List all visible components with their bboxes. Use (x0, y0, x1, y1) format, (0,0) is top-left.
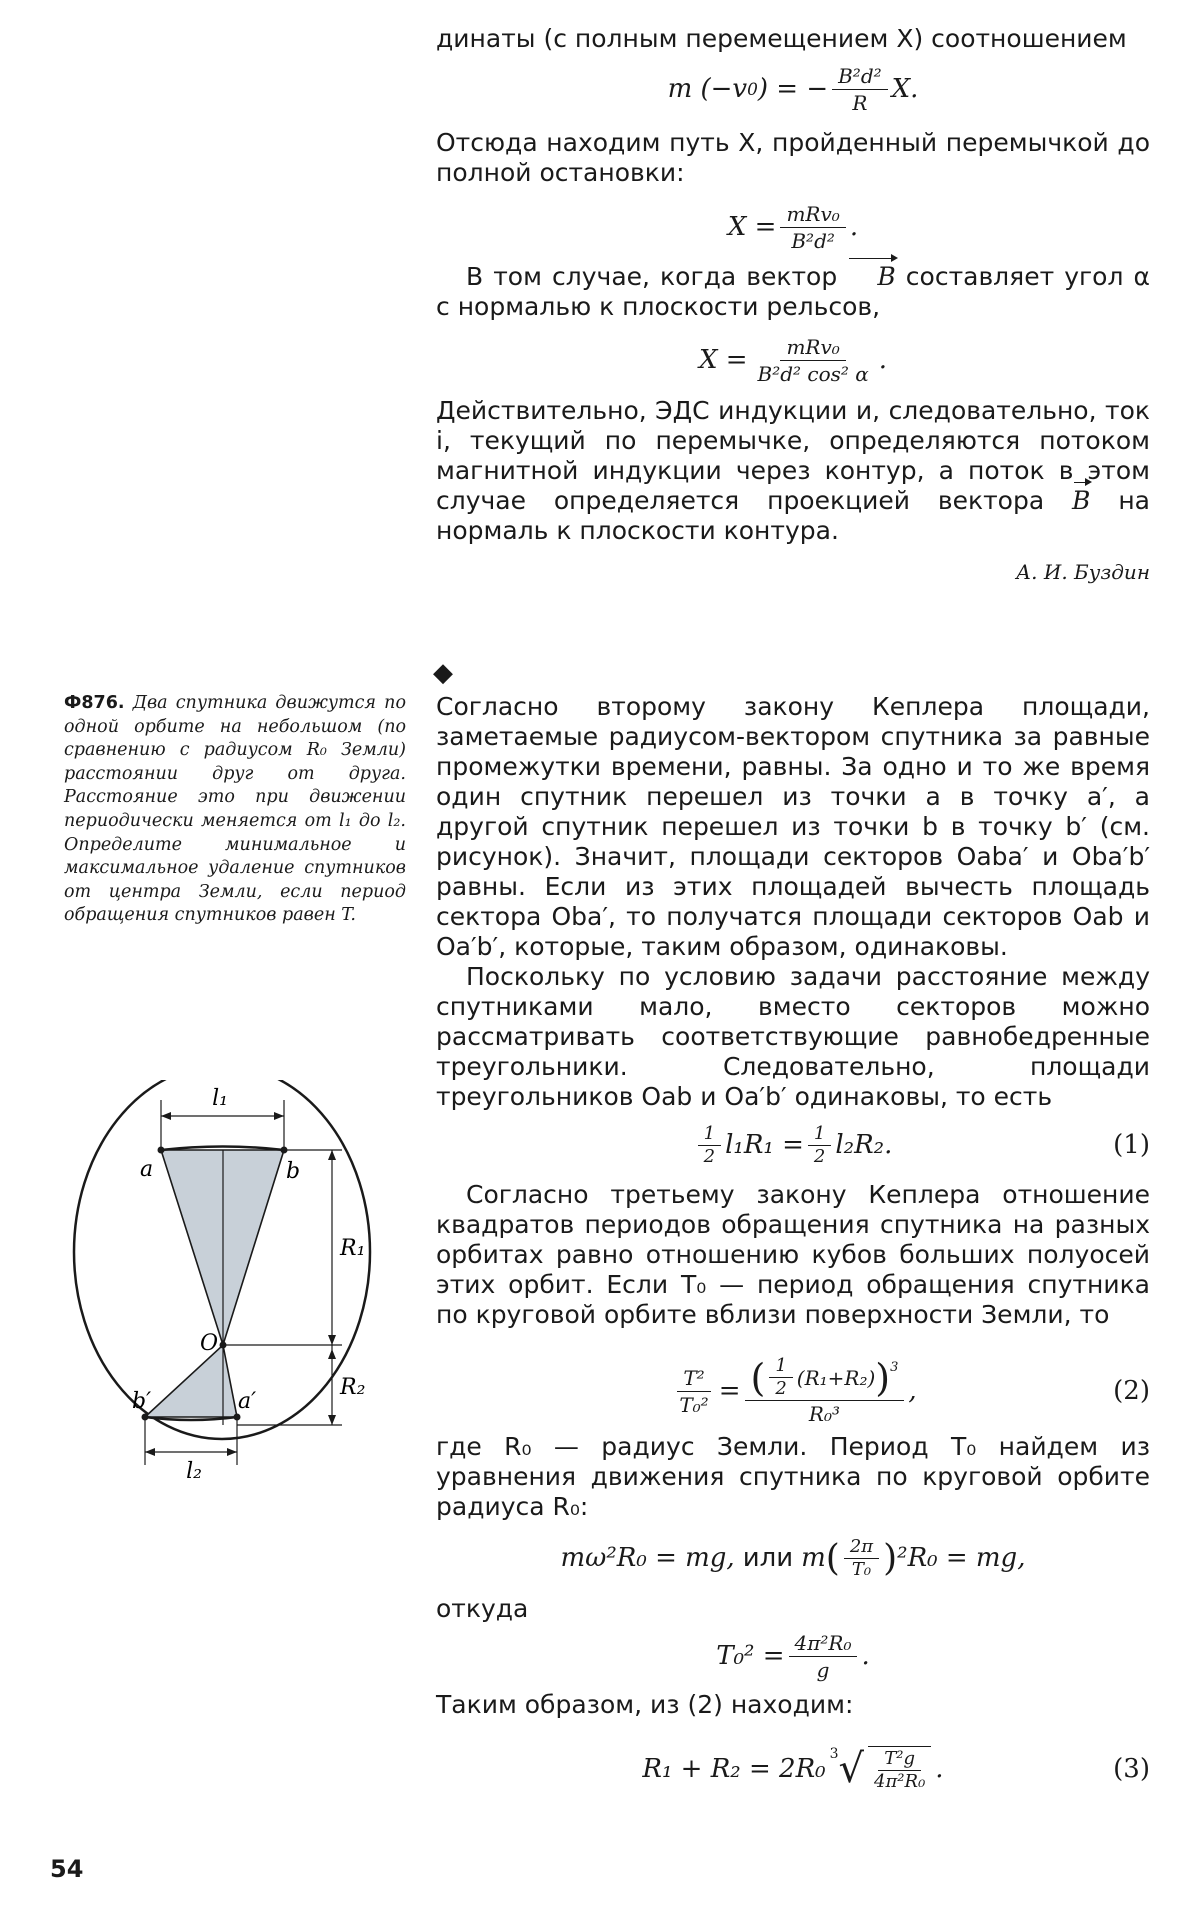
equation-1 (436, 1116, 1150, 1174)
exponent: 3 (890, 1360, 899, 1375)
fraction (780, 202, 845, 253)
numerator: B²d² (832, 64, 888, 90)
top-line (436, 24, 1150, 54)
problem-text: Два спутника движутся по одной орбите на небольшом (по сравнению с радиусом R₀ Земли) расстоянии друг от друга. Расстояние это при движении периодически меняется от l₁ до l₂. Определите минимальное и максимальное удаление спутников от центра Земли, если период обращения спутников равен T. (64, 693, 406, 926)
problem-statement (64, 692, 406, 928)
arrow-head (328, 1150, 336, 1160)
eq-part: mω²R₀ = mg, (560, 1543, 735, 1573)
eq-word: или (742, 1543, 794, 1573)
eq-part: , (908, 1376, 917, 1406)
fraction-half (769, 1356, 792, 1399)
problem-number: Ф876. (64, 693, 125, 713)
arrow-head (161, 1112, 171, 1120)
eq-part: (R₁+R₂) (796, 1365, 876, 1390)
eq-sub: 0 (747, 79, 758, 99)
fraction-half (808, 1124, 831, 1167)
text-span: Действительно, ЭДС индукции и, следовательно, ток i, текущий по перемычке, определяются потоком магнитной индукции через контур, а поток в этом случае определяется проекцией вектора (436, 396, 1150, 515)
denominator: R (852, 90, 868, 115)
paragraph-text: Таким образом, из (2) находим: (436, 1690, 854, 1719)
eq-part: l₂R₂. (835, 1130, 893, 1160)
equation-distance (436, 198, 1150, 256)
denominator: B²d² (791, 228, 835, 253)
paren: ( (825, 1537, 840, 1579)
label-b-prime: b′ (132, 1389, 152, 1414)
paragraph-text (436, 396, 1150, 546)
denominator: 2 (813, 1145, 826, 1167)
fraction (752, 335, 875, 386)
text-span: составляет угол α с нормалью к плоскости рельсов, (436, 262, 1150, 321)
paren: ( (750, 1355, 766, 1400)
arrow-head (227, 1448, 237, 1456)
denominator: R₀³ (808, 1402, 840, 1426)
author-signature: А. И. Буздин (1016, 560, 1150, 584)
numerator: 2π (844, 1537, 879, 1559)
eq-part: = (718, 1376, 741, 1406)
equation-number: (3) (1113, 1754, 1150, 1784)
numerator: T² (677, 1366, 710, 1392)
cube-root (830, 1746, 936, 1792)
paren: ) (875, 1355, 891, 1400)
equation-2 (436, 1336, 1150, 1446)
denominator: T₀ (851, 1558, 872, 1580)
fraction-half (698, 1124, 721, 1167)
eq-part: m (−v (667, 74, 748, 104)
eq-part: . (935, 1754, 944, 1784)
denominator: 2 (775, 1378, 787, 1399)
paragraph (436, 396, 1150, 546)
section-diamond: ◆ (433, 658, 453, 688)
solution-paragraph-1 (436, 692, 1150, 962)
paragraph-text: где R₀ — радиус Земли. Период T₀ найдем из уравнения движения спутника по круговой орбите радиуса R₀: (436, 1432, 1150, 1521)
paragraph-text: Согласно второму закону Кеплера площади, заметаемые радиусом-вектором спутника за равные промежутки времени, равны. За одно и то же время один спутник перешел из точки a в точку a′, а другой спутник перешел из точки b в точку b′ (см. рисунок). Значит, площади секторов Oaba′ и Oba′b′ равны. Если из этих площадей вычесть площадь сектора Oba′, то получатся площади секторов Oab и Oa′b′, которые, таким образом, одинаковы. (436, 692, 1150, 961)
arrow-head (328, 1335, 336, 1345)
numerator: T²g (878, 1749, 921, 1771)
label-r2: R₂ (340, 1375, 366, 1400)
fraction (745, 1356, 905, 1426)
solution-paragraph-4 (436, 1432, 1150, 1522)
numerator (745, 1356, 905, 1401)
eq-part: R₁ + R₂ = 2R₀ (642, 1754, 826, 1784)
solution-paragraph-6 (436, 1690, 1150, 1720)
equation-4 (436, 1626, 1150, 1686)
equation-number: (1) (1113, 1130, 1150, 1160)
vector-b: B (1072, 486, 1091, 515)
eq-part: ²R₀ = mg, (897, 1543, 1026, 1573)
eq-part: m (801, 1543, 826, 1573)
equation-distance-angle (436, 330, 1150, 390)
solution-paragraph-3 (436, 1180, 1150, 1330)
text-span: на нормаль к плоскости контура. (436, 486, 1150, 545)
equation-momentum (436, 60, 1150, 118)
eq-part: l₁R₁ = (725, 1130, 804, 1160)
vector-b: B (847, 262, 895, 292)
eq-part: . (878, 345, 888, 375)
eq-part: X = (727, 212, 777, 242)
arrow-head (274, 1112, 284, 1120)
arrow-head (145, 1448, 155, 1456)
denominator: 2 (703, 1145, 716, 1167)
eq-part: T₀² = (716, 1641, 785, 1671)
fraction (868, 1746, 931, 1792)
arrow-head (328, 1415, 336, 1425)
paragraph-text: Согласно третьему закону Кеплера отношение квадратов периодов обращения спутника на разных орбитах равно отношению кубов больших полуосей этих орбит. Если T₀ — период обращения спутника по круговой орбите вблизи поверхности Земли, то (436, 1180, 1150, 1329)
page-number: 54 (50, 1855, 84, 1883)
numerator: mRv₀ (780, 335, 845, 361)
paragraph-text: откуда (436, 1594, 529, 1623)
paragraph-text: Поскольку по условию задачи расстояние между спутниками мало, вместо секторов можно рассматривать соответствующие равнобедренные треугольники. Следовательно, площади треугольников Oab и Oa′b′ одинаковы, то есть (436, 962, 1150, 1111)
solution-paragraph-2 (436, 962, 1150, 1112)
orbit-diagram (60, 1080, 400, 1480)
denominator: 4π²R₀ (874, 1771, 926, 1792)
label-a: a (140, 1157, 154, 1182)
equation-5 (436, 1734, 1150, 1804)
paren: ) (883, 1537, 898, 1579)
numerator: 1 (808, 1124, 831, 1146)
label-l1: l₁ (212, 1086, 228, 1111)
fraction (832, 64, 888, 115)
label-b: b (286, 1159, 301, 1184)
eq-part: . (861, 1641, 870, 1671)
denominator: T₀² (679, 1392, 709, 1417)
paragraph (436, 262, 1150, 322)
paragraph-text: Отсюда находим путь X, пройденный перемычкой до полной остановки: (436, 128, 1150, 187)
numerator: 4π²R₀ (789, 1631, 858, 1657)
root-index: 3 (829, 1746, 839, 1762)
fraction (844, 1537, 879, 1580)
label-o: O (200, 1331, 219, 1356)
fraction (673, 1366, 714, 1417)
equation-3 (436, 1526, 1150, 1590)
arrow-head (328, 1349, 336, 1359)
numerator: 1 (769, 1356, 792, 1378)
numerator: mRv₀ (780, 202, 845, 228)
eq-part: X = (698, 345, 748, 375)
eq-part: X. (891, 74, 919, 104)
solution-paragraph-5 (436, 1594, 1150, 1624)
radical-sign: √ (838, 1746, 865, 1792)
label-l2: l₂ (186, 1459, 202, 1480)
label-a-prime: a′ (238, 1389, 257, 1414)
numerator: 1 (698, 1124, 721, 1146)
text-span: В том случае, когда вектор (466, 262, 838, 291)
eq-part: ) = − (757, 74, 829, 104)
paragraph (436, 128, 1150, 188)
text-line: динаты (с полным перемещением X) соотношением (436, 24, 1127, 53)
eq-part: . (849, 212, 859, 242)
paragraph-text (436, 262, 1150, 322)
denominator: g (816, 1657, 830, 1682)
equation-number: (2) (1113, 1376, 1150, 1406)
fraction (789, 1631, 858, 1682)
denominator: B²d² cos² α (757, 361, 869, 386)
label-r1: R₁ (340, 1236, 366, 1261)
